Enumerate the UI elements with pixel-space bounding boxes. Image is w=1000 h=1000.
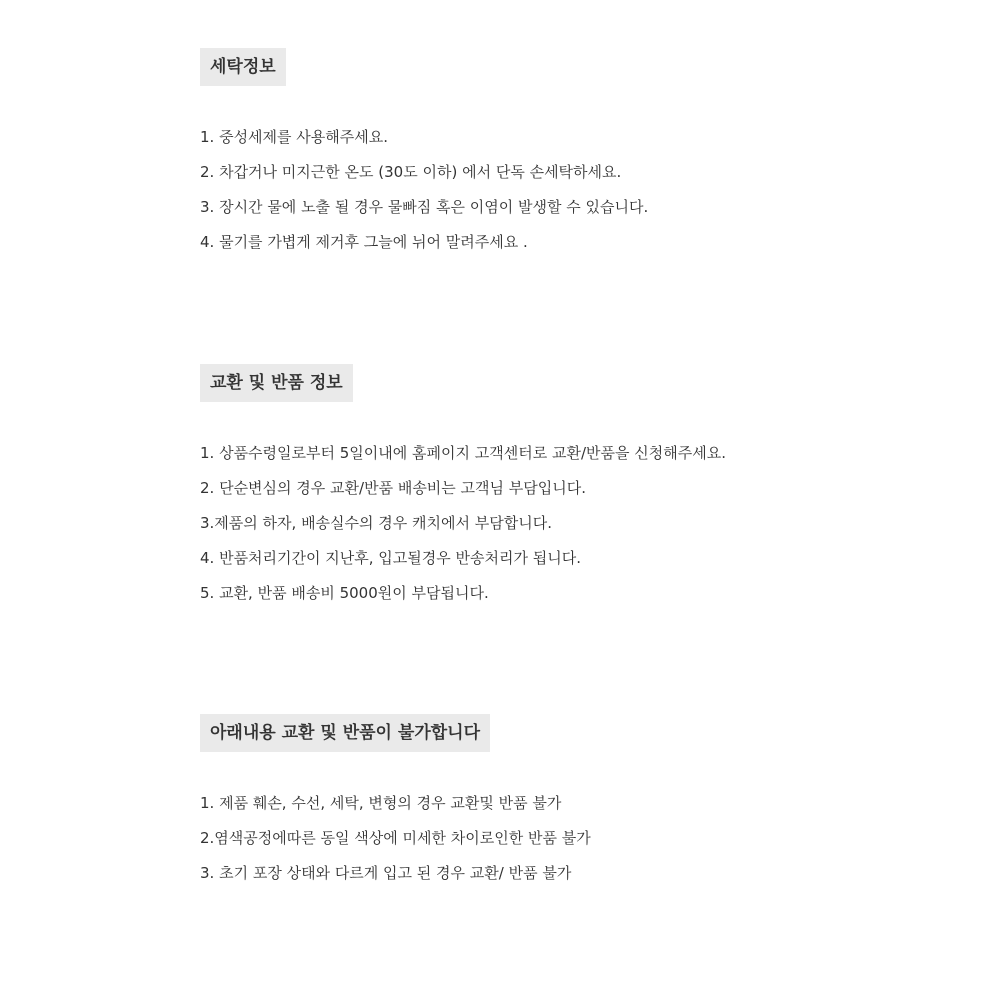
- exchange-info-item: 2. 단순변심의 경우 교환/반품 배송비는 고객님 부담입니다.: [200, 479, 587, 497]
- exchange-info-section: [200, 364, 726, 611]
- exclusion-info-item: 3. 초기 포장 상태와 다르게 입고 된 경우 교환/ 반품 불가: [200, 864, 572, 882]
- exchange-info-title: 교환 및 반품 정보: [200, 364, 353, 402]
- exchange-info-list: [200, 436, 726, 611]
- exclusion-info-list: [200, 786, 591, 891]
- exclusion-info-title: 아래내용 교환 및 반품이 불가합니다: [200, 714, 490, 752]
- exchange-info-item: 1. 상품수령일로부터 5일이내에 홈페이지 고객센터로 교환/반품을 신청해주세요.: [200, 444, 726, 462]
- wash-info-section: [200, 48, 648, 260]
- exclusion-info-item: 2.염색공정에따른 동일 색상에 미세한 차이로인한 반품 불가: [200, 829, 591, 847]
- wash-info-list: [200, 120, 648, 260]
- exchange-info-item: 4. 반품처리기간이 지난후, 입고될경우 반송처리가 됩니다.: [200, 549, 581, 567]
- wash-info-item: 1. 중성세제를 사용해주세요.: [200, 128, 389, 146]
- wash-info-title: 세탁정보: [200, 48, 286, 86]
- wash-info-item: 2. 차갑거나 미지근한 온도 (30도 이하) 에서 단독 손세탁하세요.: [200, 163, 622, 181]
- wash-info-item: 3. 장시간 물에 노출 될 경우 물빠짐 혹은 이염이 발생할 수 있습니다.: [200, 198, 649, 216]
- exchange-info-item: 5. 교환, 반품 배송비 5000원이 부담됩니다.: [200, 584, 489, 602]
- exclusion-info-section: [200, 714, 591, 891]
- wash-info-item: 4. 물기를 가볍게 제거후 그늘에 뉘어 말려주세요 .: [200, 233, 528, 251]
- exclusion-info-item: 1. 제품 훼손, 수선, 세탁, 변형의 경우 교환및 반품 불가: [200, 794, 562, 812]
- exchange-info-item: 3.제품의 하자, 배송실수의 경우 캐치에서 부담합니다.: [200, 514, 552, 532]
